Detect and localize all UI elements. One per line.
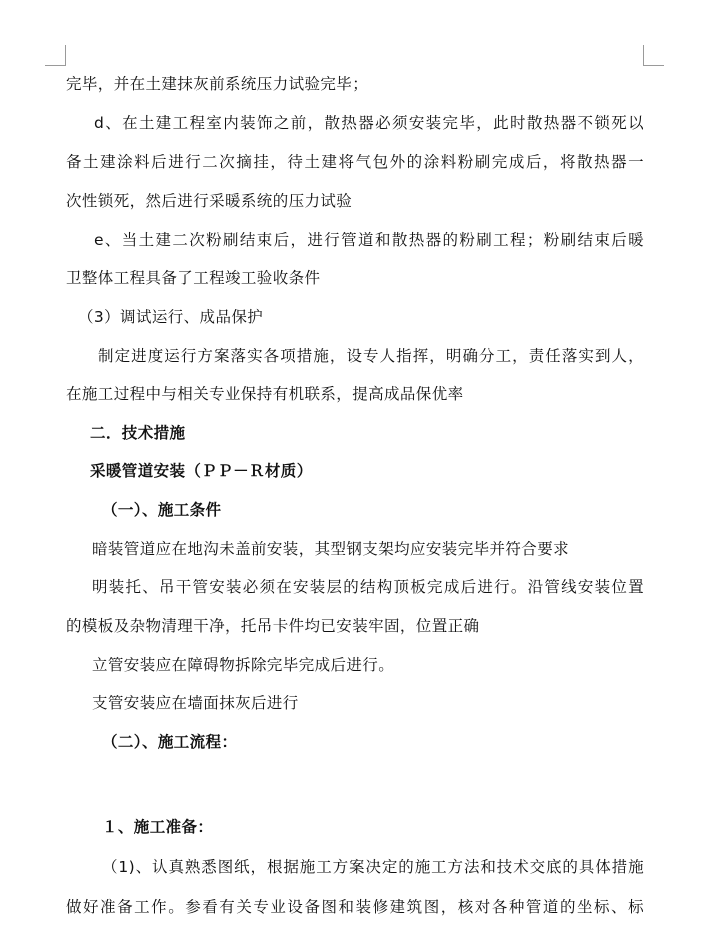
section-heading: 二．技术措施 — [90, 424, 186, 442]
section-heading: （一）、施工条件 — [102, 501, 222, 519]
paragraph-line: 立管安装应在障碍物拆除完毕完成后进行。 — [92, 656, 395, 674]
paragraph-line: 完毕，并在土建抹灰前系统压力试验完毕； — [66, 75, 369, 93]
page-corner-mark-top-right — [643, 45, 664, 66]
paragraph-line: 做好准备工作。参看有关专业设备图和装修建筑图，核对各种管道的坐标、标 — [66, 898, 644, 916]
paragraph-line: e、当土建二次粉刷结束后，进行管道和散热器的粉刷工程；粉刷结束后暖 — [94, 231, 644, 249]
paragraph-line: 支管安装应在墙面抹灰后进行 — [92, 694, 299, 712]
section-heading: （3）调试运行、成品保护 — [78, 308, 264, 326]
paragraph-line: 暗装管道应在地沟未盖前安装，其型钢支架均应安装完毕并符合要求 — [92, 540, 570, 558]
paragraph-line: 制定进度运行方案落实各项措施，设专人指挥，明确分工，责任落实到人， — [98, 347, 644, 365]
section-heading: 采暖管道安装（ＰＰ－Ｒ材质） — [90, 462, 313, 480]
section-heading: （二）、施工流程： — [102, 733, 238, 751]
paragraph-line: 的模板及杂物清理干净，托吊卡件均已安装牢固，位置正确 — [66, 617, 480, 635]
paragraph-line: 备土建涂料后进行二次摘挂，待土建将气包外的涂料粉刷完成后，将散热器一 — [66, 153, 644, 171]
paragraph-line: d、在土建工程室内装饰之前，散热器必须安装完毕，此时散热器不锁死以 — [94, 114, 644, 132]
page-corner-mark-top-left — [45, 45, 66, 66]
paragraph-line: 明装托、吊干管安装必须在安装层的结构顶板完成后进行。沿管线安装位置 — [92, 578, 644, 596]
paragraph-line: 次性锁死，然后进行采暖系统的压力试验 — [66, 192, 353, 210]
paragraph-line: 卫整体工程具备了工程竣工验收条件 — [66, 269, 321, 287]
section-heading: １、施工准备： — [102, 818, 214, 836]
paragraph-line: （1)、认真熟悉图纸，根据施工方案决定的施工方法和技术交底的具体措施 — [102, 858, 644, 876]
paragraph-line: 在施工过程中与相关专业保持有机联系，提高成品保优率 — [66, 385, 464, 403]
